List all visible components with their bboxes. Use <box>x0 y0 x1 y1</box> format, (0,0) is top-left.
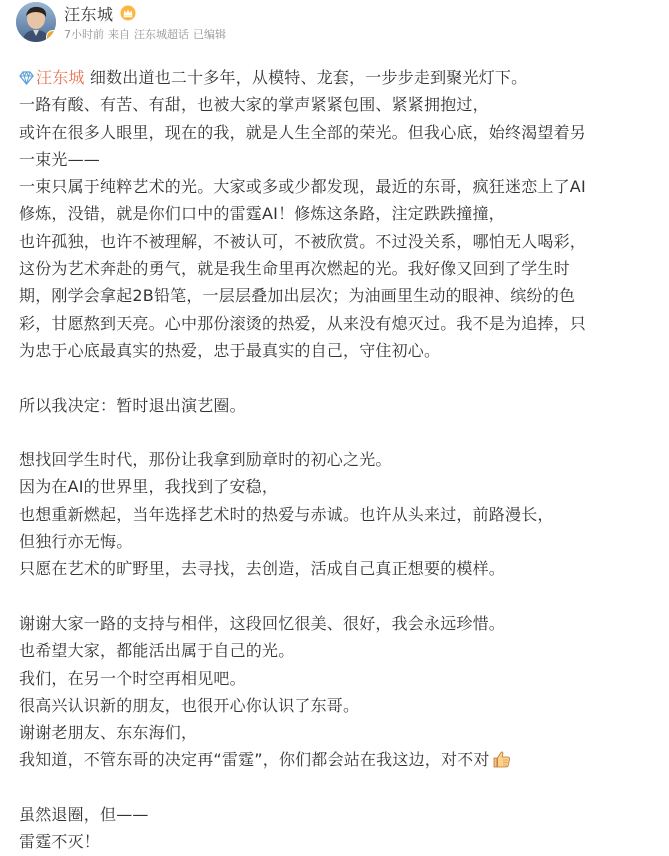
blank-line <box>19 419 659 446</box>
post-line: 很高兴认识新的朋友，也很开心你认识了东哥。 <box>19 695 360 715</box>
post-line: 我们，在另一个时空再相见吧。 <box>19 668 246 688</box>
post-content <box>19 64 659 856</box>
post-line: 一束光—— <box>19 149 101 169</box>
post-header <box>16 2 226 44</box>
post-line: 也希望大家，都能活出属于自己的光。 <box>19 641 295 661</box>
post-line: 期，刚学会拿起2B铅笔，一层层叠加出层次；为油画里生动的眼神、缤纷的色 <box>19 286 576 306</box>
source-prefix: 来自 <box>108 28 130 41</box>
post-line: 谢谢大家一路的支持与相伴，这段回忆很美、很好，我会永远珍惜。 <box>19 613 506 633</box>
edited-label[interactable]: 已编辑 <box>193 28 226 41</box>
post-meta <box>64 2 226 42</box>
post-line: 或许在很多人眼里，现在的我，就是人生全部的荣光。但我心底，始终渴望着另 <box>19 122 587 142</box>
post-line: 修炼，没错，就是你们口中的雷霆AI！修炼这条路，注定跌跌撞撞， <box>19 204 505 224</box>
post-line: 一束只属于纯粹艺术的光。大家或多或少都发现，最近的东哥，疯狂迷恋上了AI <box>19 177 586 197</box>
blank-line <box>19 774 659 801</box>
post-subinfo <box>64 26 226 42</box>
super-topic-label: 汪东城 <box>36 68 85 87</box>
post-line <box>19 746 659 773</box>
thumbs-up-icon <box>492 749 512 777</box>
post-line: 这份为艺术奔赴的勇气，就是我生命里再次燃起的光。我好像又回到了学生时 <box>19 259 570 279</box>
post-line: 为忠于心底最真实的热爱，忠于最真实的自己，守住初心。 <box>19 340 441 360</box>
post-line: 但独行亦无悔。 <box>19 532 133 552</box>
post-line: 雷霆不灭！ <box>19 832 101 852</box>
post-line <box>19 64 659 91</box>
author-name[interactable]: 汪东城 <box>64 4 114 24</box>
post-line-text: 我知道，不管东哥的决定再“雷霆”，你们都会站在我这边，对不对 <box>19 750 490 770</box>
post-source-link[interactable]: 汪东城超话 <box>134 28 189 41</box>
blank-line <box>19 583 659 610</box>
blank-line <box>19 364 659 391</box>
post-line: 彩，甘愿熬到天亮。心中那份滚烫的热爱，从来没有熄灭过。我不是为追捧，只 <box>19 313 587 333</box>
avatar-badge-icon <box>46 30 56 42</box>
post-line: 只愿在艺术的旷野里，去寻找，去创造，活成自己真正想要的模样。 <box>19 559 506 579</box>
post-line: 虽然退圈，但—— <box>19 805 149 825</box>
vip-crown-badge-icon[interactable] <box>120 5 136 21</box>
post-line: 一路有酸、有苦、有甜，也被大家的掌声紧紧包围、紧紧拥抱过， <box>19 95 489 115</box>
post-line: 谢谢老朋友、东东海们， <box>19 723 198 743</box>
post-time[interactable]: 7小时前 <box>64 28 104 41</box>
post-line: 想找回学生时代，那份让我拿到励章时的初心之光。 <box>19 450 392 470</box>
author-avatar[interactable] <box>16 2 56 42</box>
post-line: 也许孤独，也许不被理解，不被认可，不被欣赏。不过没关系，哪怕无人喝彩， <box>19 231 587 251</box>
super-topic-diamond-icon <box>19 66 34 93</box>
post-line: 所以我决定：暂时退出演艺圈。 <box>19 395 246 415</box>
super-topic-link[interactable] <box>19 68 85 87</box>
post-line: 因为在AI的世界里，我找到了安稳， <box>19 477 279 497</box>
post-line-text: 细数出道也二十多年，从模特、龙套，一步步走到聚光灯下。 <box>84 68 528 87</box>
post-line: 也想重新燃起，当年选择艺术时的热爱与赤诚。也许从头来过，前路漫长， <box>19 504 554 524</box>
